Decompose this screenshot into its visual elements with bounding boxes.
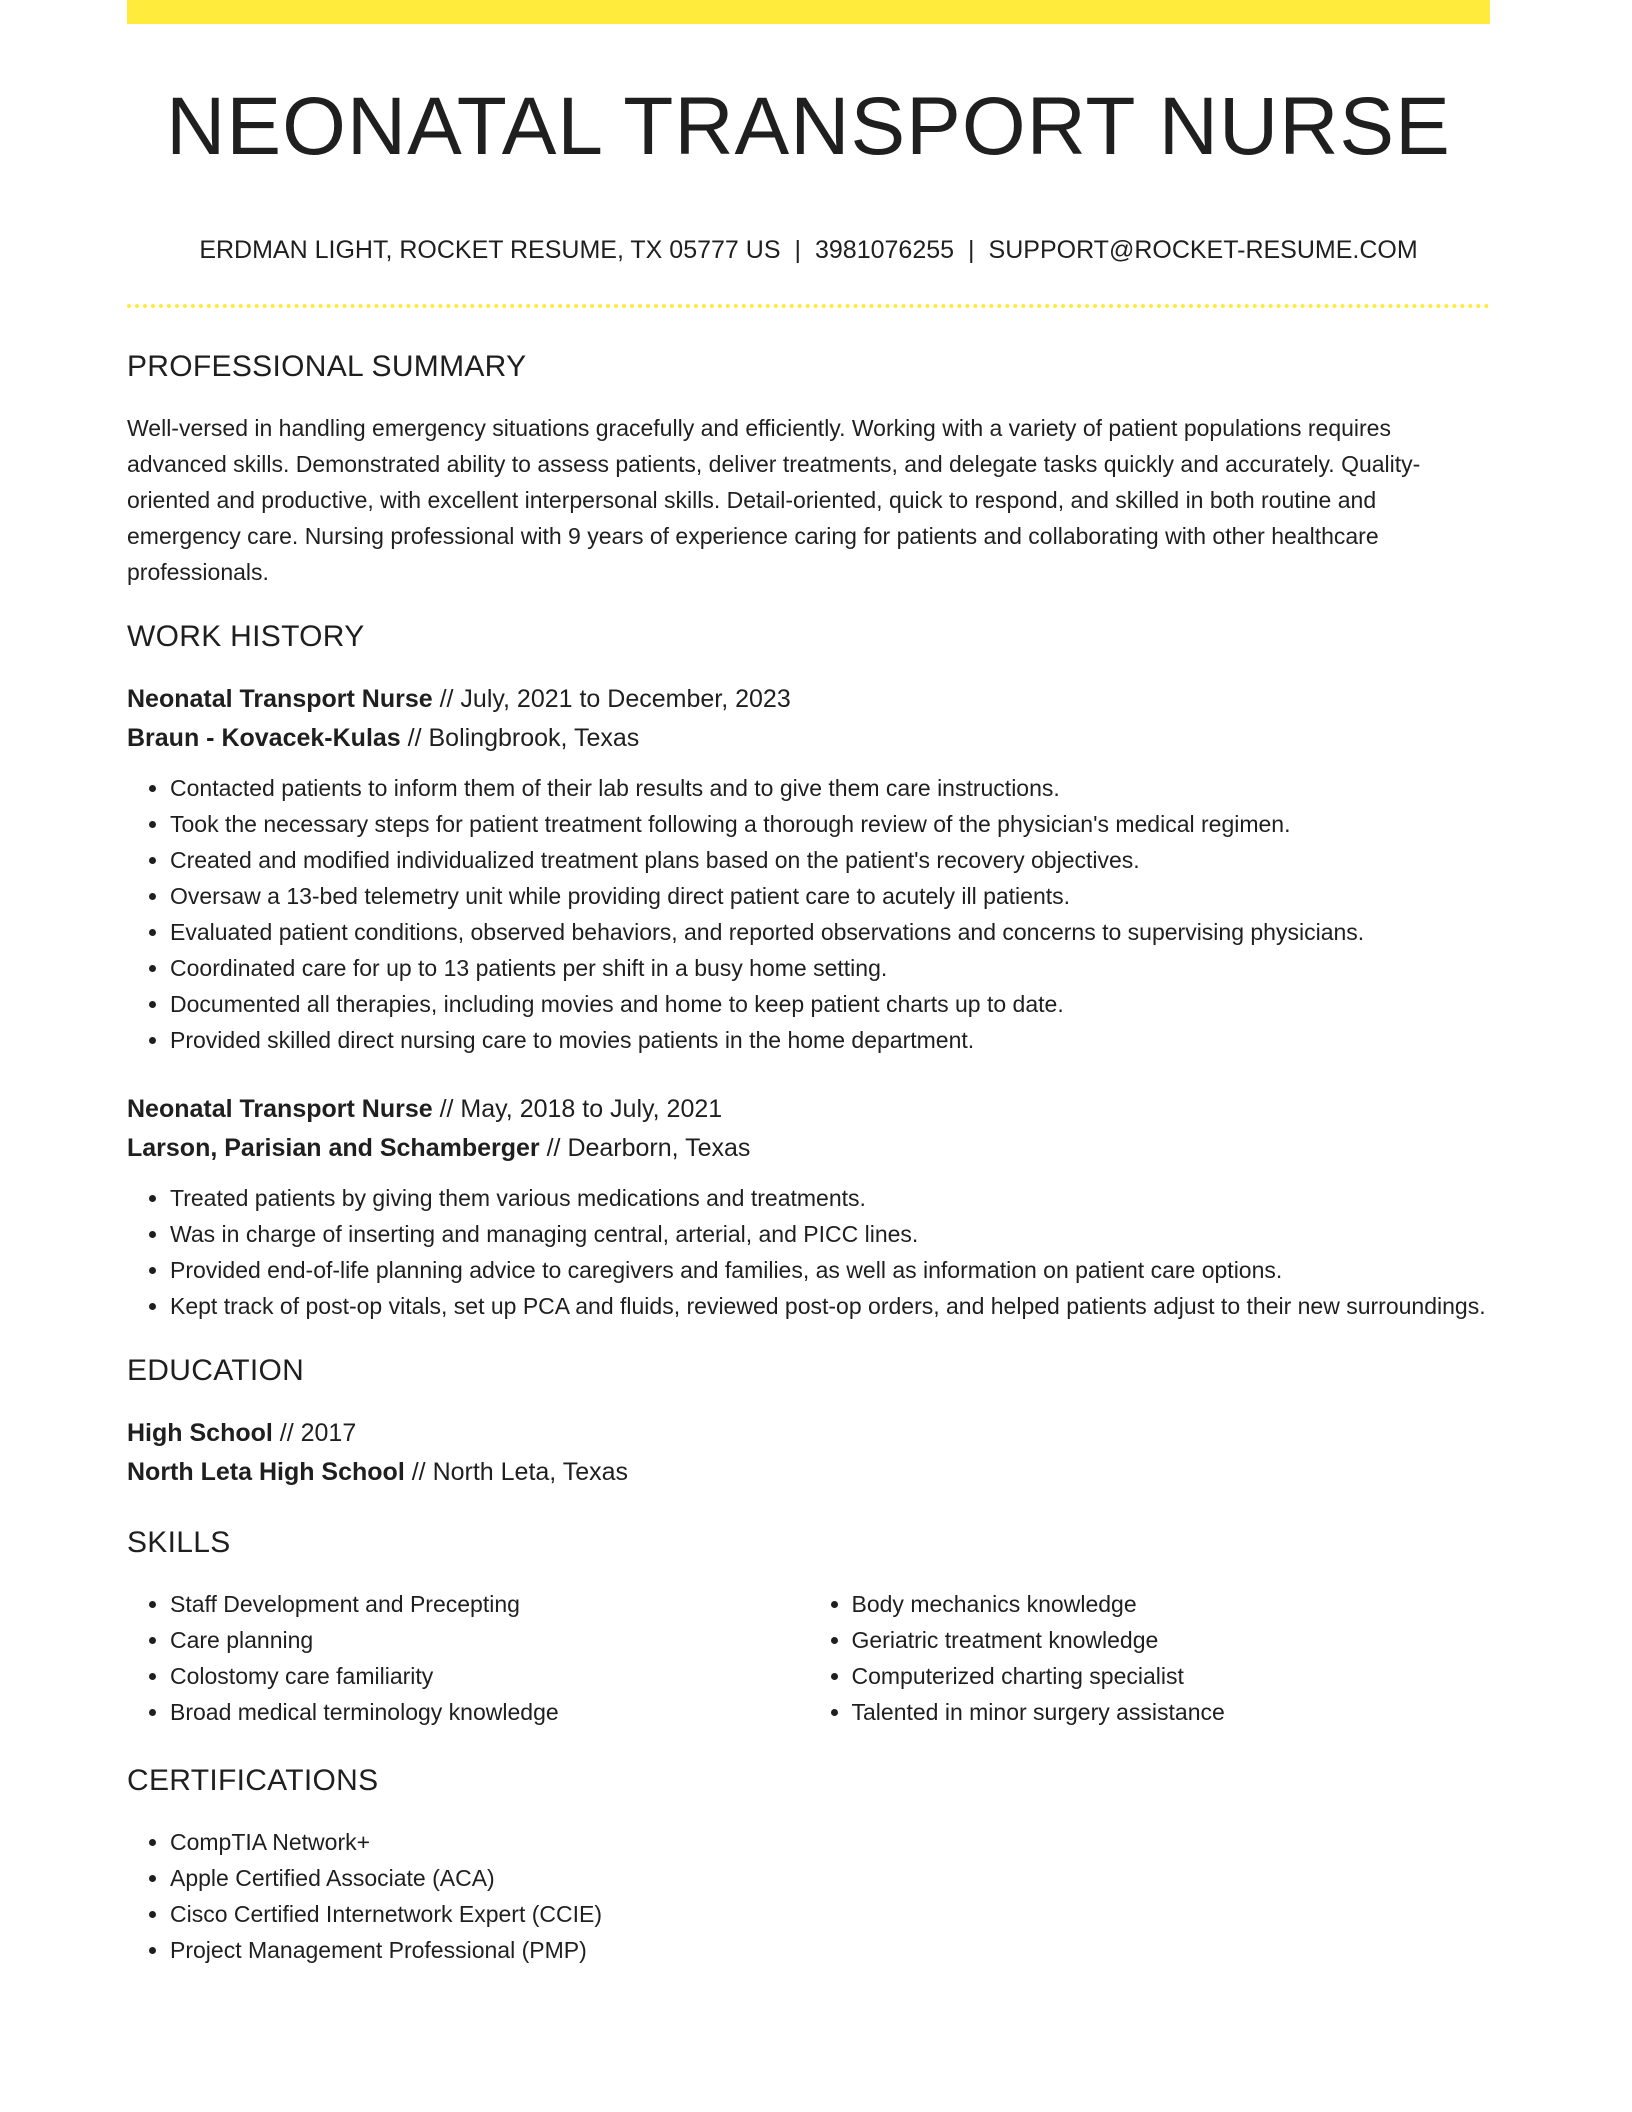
section-heading: EDUCATION	[127, 1354, 305, 1387]
job-bullets	[127, 1180, 1490, 1324]
job-bullet: • Contacted patients to inform them of their lab results and to give them care instructions.	[170, 770, 1490, 806]
certification-item: • Cisco Certified Internetwork Expert (CCIE)	[170, 1896, 1490, 1932]
job-title: Neonatal Transport Nurse	[127, 1095, 433, 1123]
skill-item: • Broad medical terminology knowledge	[170, 1694, 809, 1730]
education-section	[127, 1354, 1490, 1492]
certification-item: • Project Management Professional (PMP)	[170, 1932, 1490, 1968]
skill-item: • Care planning	[170, 1622, 809, 1658]
school-line	[127, 1453, 1490, 1492]
job-location: // Dearborn, Texas	[539, 1134, 751, 1162]
skills-section	[127, 1526, 1490, 1730]
job-company: Larson, Parisian and Schamberger	[127, 1134, 540, 1162]
resume-title: NEONATAL TRANSPORT NURSE	[166, 81, 1451, 172]
job-bullet: • Oversaw a 13-bed telemetry unit while providing direct patient care to acutely ill patients.	[170, 878, 1490, 914]
skill-item: • Computerized charting specialist	[852, 1658, 1491, 1694]
skill-item: • Body mechanics knowledge	[852, 1586, 1491, 1622]
summary-text: Well-versed in handling emergency situations gracefully and efficiently. Working with a variety of patient populations requires advanced skills. Demonstrated ability to assess patients, deliver treatments, and delegate tasks quickly and accurately. Quality-oriented and productive, with excellent interpersonal skills. Detail-oriented, quick to respond, and skilled in both routine and emergency care. Nursing professional with 9 years of experience caring for patients and collaborating with other healthcare professionals.	[127, 415, 1421, 585]
skill-item: • Geriatric treatment knowledge	[852, 1622, 1491, 1658]
job-company-line	[127, 719, 1490, 758]
skill-item: • Talented in minor surgery assistance	[852, 1694, 1491, 1730]
job-title: Neonatal Transport Nurse	[127, 685, 433, 713]
job-location: // Bolingbrook, Texas	[400, 724, 640, 752]
education-entry	[127, 1414, 1490, 1492]
job-bullet: • Documented all therapies, including movies and home to keep patient charts up to date.	[170, 986, 1490, 1022]
skills-column-right	[809, 1586, 1491, 1730]
degree-line	[127, 1414, 1490, 1453]
section-heading: WORK HISTORY	[127, 620, 365, 653]
job-dates: // May, 2018 to July, 2021	[432, 1095, 723, 1123]
job-bullet: • Provided skilled direct nursing care to movies patients in the home department.	[170, 1022, 1490, 1058]
skill-item: • Staff Development and Precepting	[170, 1586, 809, 1622]
job-entry	[127, 680, 1490, 1058]
job-dates: // July, 2021 to December, 2023	[432, 685, 791, 713]
job-bullet: • Evaluated patient conditions, observed behaviors, and reported observations and concerns to supervising physicians.	[170, 914, 1490, 950]
summary-section	[127, 350, 1490, 590]
school-location: // North Leta, Texas	[404, 1458, 629, 1486]
skills-grid	[127, 1586, 1490, 1730]
contact-separator: |	[968, 236, 975, 264]
certifications-section	[127, 1764, 1490, 1968]
degree: High School	[127, 1419, 273, 1447]
skills-column-left	[127, 1586, 809, 1730]
section-heading: SKILLS	[127, 1526, 231, 1559]
section-heading: CERTIFICATIONS	[127, 1764, 379, 1797]
job-bullet: • Was in charge of inserting and managing central, arterial, and PICC lines.	[170, 1216, 1490, 1252]
job-bullet: • Provided end-of-life planning advice to caregivers and families, as well as information on patient care options.	[170, 1252, 1490, 1288]
section-heading: PROFESSIONAL SUMMARY	[127, 350, 527, 383]
contact-phone: 3981076255	[815, 236, 955, 264]
job-entry	[127, 1090, 1490, 1324]
job-bullet: • Treated patients by giving them various medications and treatments.	[170, 1180, 1490, 1216]
certifications-list	[127, 1824, 1490, 1968]
job-bullet: • Kept track of post-op vitals, set up PCA and fluids, reviewed post-op orders, and helped patients adjust to their new surroundings.	[170, 1288, 1490, 1324]
work-history-section	[127, 620, 1490, 1324]
contact-email: SUPPORT@ROCKET-RESUME.COM	[988, 236, 1418, 264]
contact-line	[127, 236, 1490, 265]
skill-item: • Colostomy care familiarity	[170, 1658, 809, 1694]
resume-body	[127, 350, 1490, 1968]
job-bullet: • Coordinated care for up to 13 patients per shift in a busy home setting.	[170, 950, 1490, 986]
school-name: North Leta High School	[127, 1458, 405, 1486]
accent-top-bar	[127, 0, 1490, 24]
job-bullets	[127, 770, 1490, 1058]
job-company: Braun - Kovacek-Kulas	[127, 724, 401, 752]
contact-address: ERDMAN LIGHT, ROCKET RESUME, TX 05777 US	[199, 236, 781, 264]
certification-item: • CompTIA Network+	[170, 1824, 1490, 1860]
dotted-divider	[127, 304, 1490, 308]
job-bullet: • Created and modified individualized treatment plans based on the patient's recovery objectives.	[170, 842, 1490, 878]
certification-item: • Apple Certified Associate (ACA)	[170, 1860, 1490, 1896]
contact-separator: |	[794, 236, 801, 264]
graduation-year: // 2017	[272, 1419, 357, 1447]
job-bullet: • Took the necessary steps for patient treatment following a thorough review of the physician's medical regimen.	[170, 806, 1490, 842]
job-company-line	[127, 1129, 1490, 1168]
job-title-line	[127, 680, 1490, 719]
job-title-line	[127, 1090, 1490, 1129]
